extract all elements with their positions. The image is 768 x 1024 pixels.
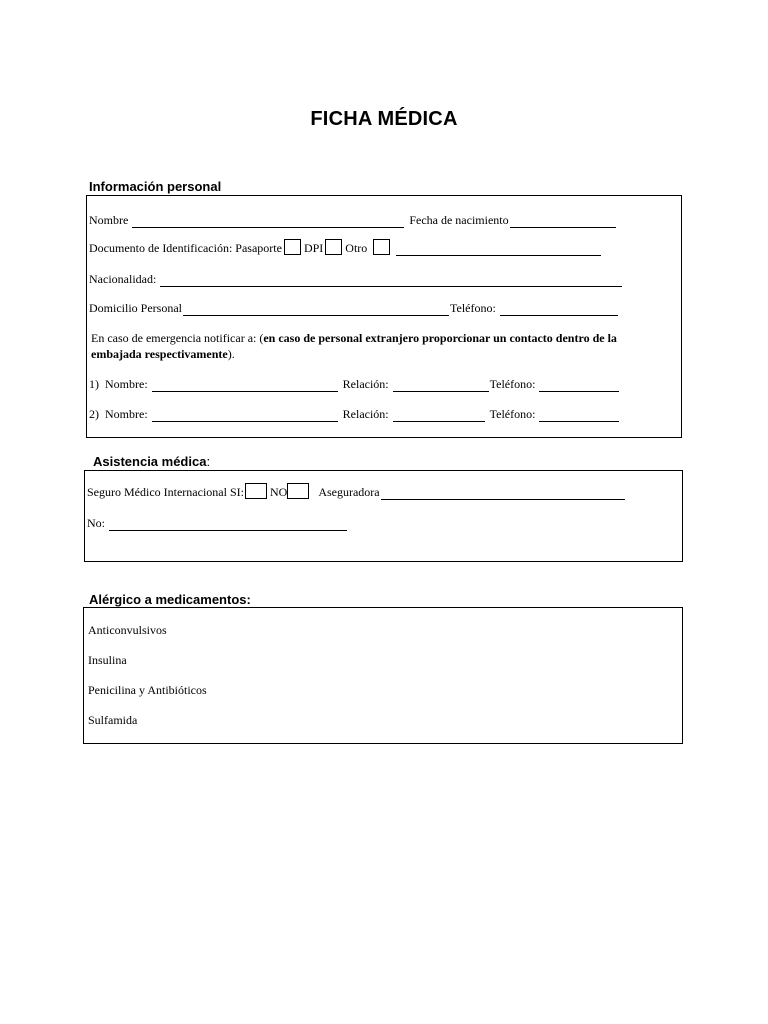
contacto-row-2 — [89, 406, 620, 422]
seguro-label: Seguro Médico Internacional SI: — [87, 485, 244, 499]
telefono-label: Teléfono: — [450, 301, 496, 315]
numero-label: No: — [87, 516, 105, 530]
asistencia-box — [84, 470, 683, 562]
dpi-checkbox[interactable] — [325, 239, 342, 255]
contacto-row-1 — [89, 376, 620, 392]
pasaporte-checkbox[interactable] — [284, 239, 301, 255]
contacto-telefono-field[interactable] — [539, 409, 619, 422]
contacto-telefono-label: Teléfono: — [489, 377, 536, 391]
otro-label: Otro — [345, 241, 368, 255]
dpi-label: DPI — [303, 241, 324, 255]
nacionalidad-row — [89, 271, 623, 287]
contacto-telefono-field[interactable] — [539, 379, 619, 392]
seguro-si-checkbox[interactable] — [245, 483, 267, 499]
contacto-index: 2) — [89, 407, 99, 421]
contacto-nombre-label: Nombre: — [105, 377, 148, 391]
alergico-item-label: Sulfamida — [88, 713, 138, 727]
fecha-nacimiento-label: Fecha de nacimiento — [409, 213, 509, 227]
nacionalidad-field[interactable] — [160, 274, 622, 287]
seguro-no-checkbox[interactable] — [287, 483, 309, 499]
contacto-relacion-label: Relación: — [342, 377, 389, 391]
alergico-item — [88, 622, 167, 638]
contacto-relacion-field[interactable] — [393, 379, 489, 392]
documento-label: Documento de Identificación: Pasaporte — [89, 241, 282, 255]
page-title: FICHA MÉDICA — [310, 108, 458, 130]
nombre-row — [89, 212, 617, 228]
section-heading-personal: Información personal — [89, 179, 222, 194]
documento-number-field[interactable] — [396, 243, 601, 256]
fecha-nacimiento-field[interactable] — [510, 215, 616, 228]
nombre-field[interactable] — [132, 215, 404, 228]
aseguradora-field[interactable] — [381, 487, 625, 500]
domicilio-row — [89, 300, 619, 316]
emergencia-intro: En caso de emergencia notificar a: ( — [91, 331, 264, 345]
asistencia-heading-colon: : — [206, 454, 211, 469]
nacionalidad-label: Nacionalidad: — [89, 272, 157, 286]
alergico-item — [88, 712, 137, 728]
domicilio-label: Domicilio Personal — [89, 301, 182, 315]
contacto-relacion-field[interactable] — [393, 409, 485, 422]
contacto-nombre-field[interactable] — [152, 409, 338, 422]
contacto-telefono-label: Teléfono: — [489, 407, 536, 421]
otro-checkbox[interactable] — [373, 239, 390, 255]
alergico-box — [83, 607, 683, 744]
emergencia-note — [91, 330, 651, 362]
contacto-nombre-label: Nombre: — [105, 407, 148, 421]
alergico-item — [88, 652, 127, 668]
alergico-item-label: Anticonvulsivos — [88, 623, 167, 637]
numero-row — [87, 515, 348, 531]
asistencia-heading-text: Asistencia médica — [93, 454, 207, 469]
nombre-label: Nombre — [89, 213, 129, 227]
contacto-relacion-label: Relación: — [342, 407, 389, 421]
alergico-item — [88, 682, 207, 698]
alergico-item-label: Penicilina y Antibióticos — [88, 683, 207, 697]
contacto-nombre-field[interactable] — [152, 379, 338, 392]
personal-info-box — [86, 195, 682, 438]
section-heading-alergico: Alérgico a medicamentos: — [89, 592, 251, 607]
telefono-field[interactable] — [500, 303, 618, 316]
documento-row — [89, 240, 602, 256]
domicilio-field[interactable] — [183, 303, 449, 316]
emergencia-instruction: en caso de personal extranjero proporcionar un contacto dentro de la embajada respectivamente — [91, 331, 617, 361]
section-heading-asistencia — [93, 454, 210, 469]
numero-field[interactable] — [109, 518, 347, 531]
seguro-no-label: NO — [269, 485, 288, 499]
contacto-index: 1) — [89, 377, 99, 391]
emergencia-close: ). — [227, 347, 235, 361]
alergico-item-label: Insulina — [88, 653, 127, 667]
seguro-row — [87, 484, 626, 500]
aseguradora-label: Aseguradora — [318, 485, 380, 499]
